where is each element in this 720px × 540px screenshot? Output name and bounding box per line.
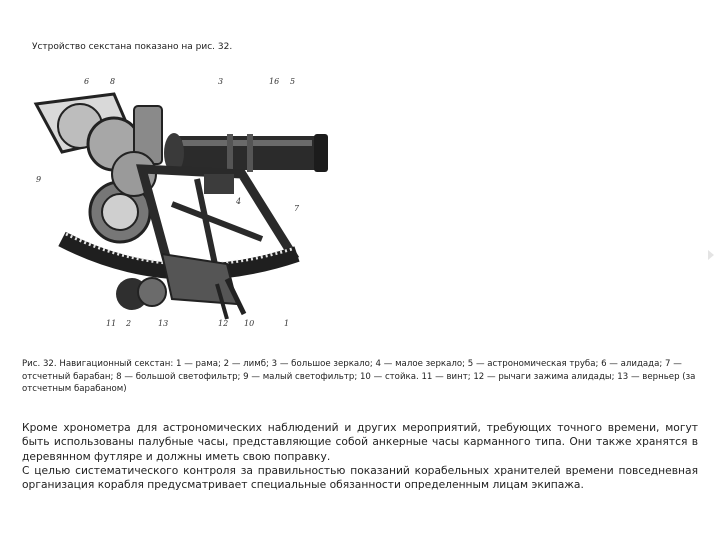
figure-label: 6 (84, 77, 90, 86)
paragraph: С целью систематического контроля за правильностью показаний корабельных хранителей времени повседневная организация корабля предусматривает специальные обязанности определенным лицам экипажа. (22, 463, 698, 492)
figure-label: 9 (36, 175, 42, 184)
figure-label: 16 (269, 77, 280, 86)
figure-caption: Рис. 32. Навигационный секстан: 1 — рама; 2 — лимб; 3 — большое зеркало; 4 — малое зеркало; 5 — астрономическая труба; 6 — алидада; 7 — отсчетный барабан; 8 — большой светофильтр; 9 — малый светофильтр; 10 — стойка. 11 — винт; 12 — рычаги зажима алидады; 13 — верньер (за отсчетным барабаном) (22, 359, 696, 394)
figure-label: 3 (218, 77, 224, 86)
figure-label: 4 (236, 197, 242, 206)
figure-label: 2 (126, 319, 132, 328)
paragraph: Кроме хронометра для астрономических наблюдений и других мероприятий, требующих точного времени, могут быть использованы палубные часы, представляющие собой анкерные часы карманного типа. Они также хранятся в деревянном футляре и должны иметь свою поправку. (22, 421, 698, 463)
figure-label: 8 (110, 77, 116, 86)
figure-label: 10 (244, 319, 255, 328)
sextant-illustration (22, 64, 332, 334)
next-slide-arrow-icon[interactable] (708, 250, 714, 260)
intro-text: Устройство секстана показано на рис. 32. (32, 42, 233, 52)
figure-label: 11 (106, 319, 117, 328)
figure-label: 1 (284, 319, 290, 328)
figure-label: 5 (290, 77, 296, 86)
figure-label: 12 (218, 319, 229, 328)
figure-label: 13 (158, 319, 169, 328)
body-text (22, 421, 698, 492)
figure-label: 7 (294, 204, 300, 213)
